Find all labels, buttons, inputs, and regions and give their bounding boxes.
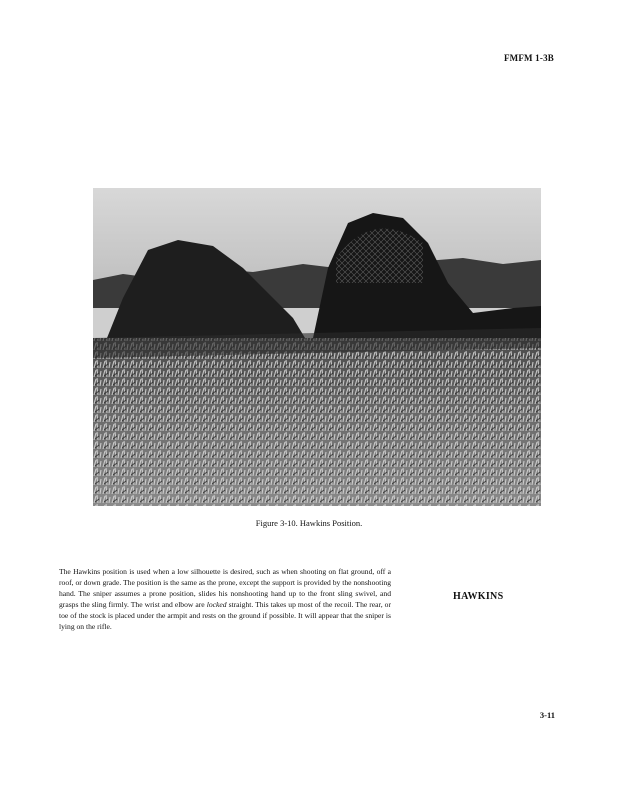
figure-caption: Figure 3-10. Hawkins Position. <box>255 518 363 528</box>
body-paragraph <box>59 566 391 632</box>
side-heading: HAWKINS <box>453 591 504 602</box>
body-text-emphasis: locked <box>206 600 227 609</box>
body-text-part1: The Hawkins position is used when a low silhouette is desired, such as when shooting on flat ground, off a roof, or down grade. The position is the same as the prone, except the support is provided by the nonshooting hand. The sniper assumes a prone position, slides his nonshooting hand up to the front sling swivel, and grasps the sling firmly. The wrist and elbow are <box>59 567 391 609</box>
body-text-part2: straight. This takes up most of the recoil. The rear, or toe of the stock is placed under the armpit and rests on the ground if possible. It will appear that the sniper is lying on the rifle. <box>59 600 392 631</box>
page-number: 3-11 <box>539 710 555 720</box>
figure-photo <box>93 188 541 506</box>
document-id: FMFM 1-3B <box>503 53 554 63</box>
